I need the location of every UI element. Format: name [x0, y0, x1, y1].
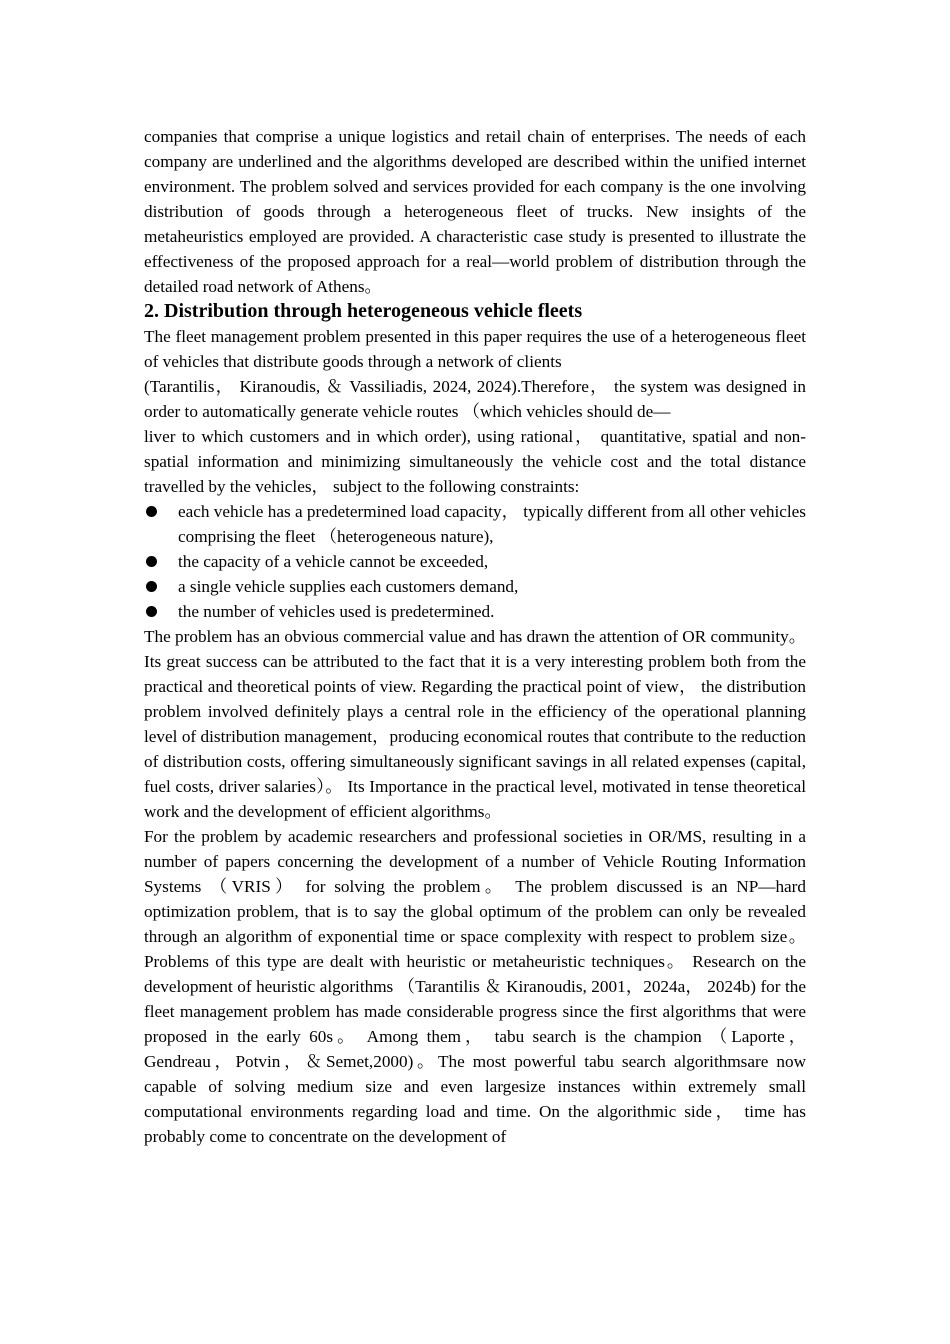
- paragraph-1-line-3: liver to which customers and in which order), using rational， quantitative, spatial and non-spatial information and minimizing simultaneously the vehicle cost and the total distance travelled by the vehicles， subject to the following constraints:: [144, 427, 806, 496]
- document-page: [144, 124, 806, 1149]
- bullet-icon: [146, 581, 157, 592]
- constraint-item: [144, 599, 806, 624]
- paragraph-1-line-1: The fleet management problem presented in this paper requires the use of a heterogeneous fleet of vehicles that distribute goods through a network of clients: [144, 327, 806, 371]
- paragraph-1-line-2: (Tarantilis， Kiranoudis, ＆ Vassiliadis, 2024, 2024).Therefore， the system was designed in order to automatically generate vehicle routes （which vehicles should de—: [144, 377, 806, 421]
- section-2-paragraph-2: The problem has an obvious commercial value and has drawn the attention of OR community。 Its great success can be attributed to the fact that it is a very interesting problem both from the practical and theoretical points of view. Regarding the practical point of view， the distribution problem involved definitely plays a central role in the efficiency of the operational planning level of distribution management，producing economical routes that contribute to the reduction of distribution costs, offering simultaneously significant savings in all related expenses (capital, fuel costs, driver salaries）。 Its Importance in the practical level, motivated in tense theoretical work and the development of efficient algorithms。: [144, 627, 806, 821]
- constraint-item: [144, 549, 806, 574]
- bullet-icon: [146, 556, 157, 567]
- constraint-item: [144, 499, 806, 549]
- constraint-text: each vehicle has a predetermined load capacity， typically different from all other vehicles comprising the fleet （heterogeneous nature),: [178, 502, 806, 546]
- intro-paragraph: companies that comprise a unique logistics and retail chain of enterprises. The needs of each company are underlined and the algorithms developed are described within the unified internet environment. The problem solved and services provided for each company is the one involving distribution of goods through a heterogeneous fleet of trucks. New insights of the metaheuristics employed are provided. A characteristic case study is presented to illustrate the effectiveness of the proposed approach for a real—world problem of distribution through the detailed road network of Athens。: [144, 127, 806, 296]
- section-2-heading: 2. Distribution through heterogeneous vehicle fleets: [144, 300, 583, 322]
- constraint-text: the number of vehicles used is predetermined.: [178, 602, 495, 621]
- constraint-item: [144, 574, 806, 599]
- constraints-list: [144, 499, 806, 624]
- constraint-text: a single vehicle supplies each customers demand,: [178, 577, 519, 596]
- constraint-text: the capacity of a vehicle cannot be exceeded,: [178, 552, 489, 571]
- section-2-paragraph-1: [144, 324, 806, 499]
- bullet-icon: [146, 606, 157, 617]
- bullet-icon: [146, 506, 157, 517]
- section-2-paragraph-3: For the problem by academic researchers and professional societies in OR/MS, resulting in a number of papers concerning the development of a number of Vehicle Routing Information Systems （VRIS） for solving the problem。 The problem discussed is an NP—hard optimization problem, that is to say the global optimum of the problem can only be revealed through an algorithm of exponential time or space complexity with respect to problem size。 Problems of this type are dealt with heuristic or metaheuristic techniques。 Research on the development of heuristic algorithms （Tarantilis ＆ Kiranoudis, 2001，2024a， 2024b) for the fleet management problem has made considerable progress since the first algorithms that were proposed in the early 60s。 Among them， tabu search is the champion （Laporte，Gendreau，Potvin，＆Semet,2000)。The most powerful tabu search algorithmsare now capable of solving medium size and even largesize instances within extremely small computational environments regarding load and time. On the algorithmic side， time has probably come to concentrate on the development of: [144, 827, 806, 1146]
